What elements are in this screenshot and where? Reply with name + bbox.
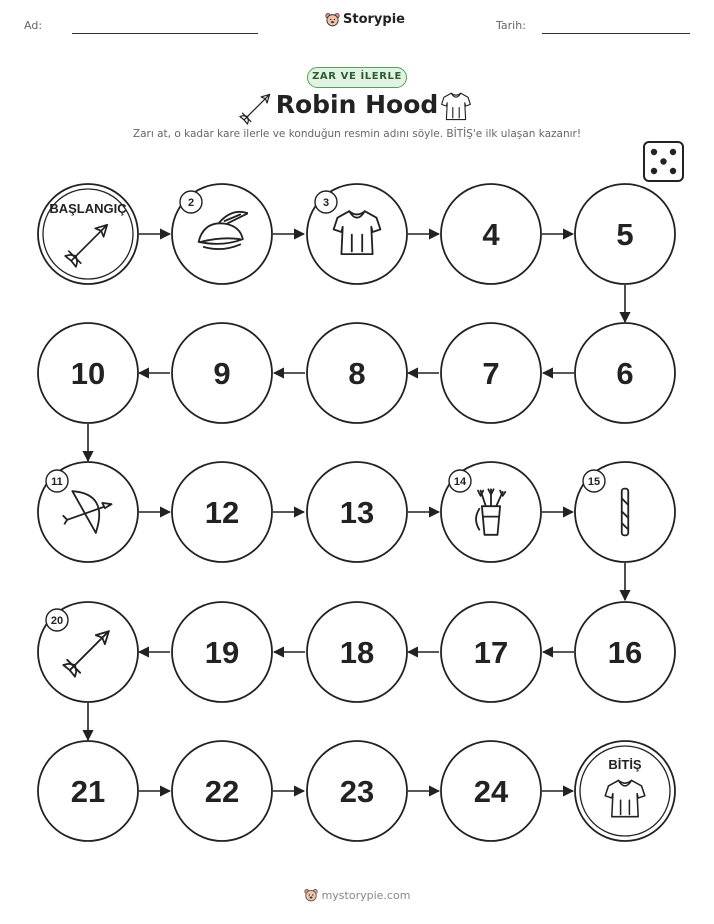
activity-badge: ZAR VE İLERLE	[307, 67, 407, 88]
dice-icon	[644, 142, 683, 181]
footer-url: mystorypie.com	[321, 888, 411, 902]
square-21	[38, 741, 138, 841]
square-10	[38, 323, 138, 423]
square-17	[441, 602, 541, 702]
svg-text:5: 5	[616, 217, 634, 252]
finish-label: BİTİŞ	[608, 757, 642, 772]
svg-text:18: 18	[339, 635, 375, 670]
svg-text:20: 20	[50, 615, 64, 627]
svg-text:4: 4	[482, 217, 500, 252]
page-title: Robin Hood	[275, 90, 439, 119]
svg-text:19: 19	[204, 635, 240, 670]
start-square	[38, 184, 138, 284]
square-22	[172, 741, 272, 841]
svg-text:6: 6	[616, 356, 634, 391]
svg-text:11: 11	[51, 476, 63, 488]
square-2	[172, 184, 272, 284]
instructions: Zarı at, o kadar kare ilerle ve konduğun resmin adını söyle. BİTİŞ'e ilk ulaşan kazanır!	[132, 128, 582, 140]
bear-logo-icon	[304, 888, 318, 902]
staff-icon	[622, 489, 629, 536]
start-label: BAŞLANGIÇ	[49, 201, 127, 216]
svg-text:8: 8	[348, 356, 366, 391]
square-23	[307, 741, 407, 841]
square-12	[172, 462, 272, 562]
square-7	[441, 323, 541, 423]
svg-text:9: 9	[213, 356, 231, 391]
svg-text:10: 10	[70, 356, 106, 391]
square-3	[307, 184, 407, 284]
svg-text:14: 14	[453, 476, 467, 488]
svg-text:2: 2	[187, 197, 195, 209]
name-label: Ad:	[24, 19, 43, 32]
square-24	[441, 741, 541, 841]
svg-text:13: 13	[339, 495, 375, 530]
svg-text:16: 16	[607, 635, 643, 670]
svg-text:15: 15	[587, 476, 601, 488]
square-14	[441, 462, 541, 562]
square-5	[575, 184, 675, 284]
square-13	[307, 462, 407, 562]
footer	[0, 888, 714, 902]
square-20	[38, 602, 138, 702]
arrow-icon	[240, 94, 270, 124]
square-8	[307, 323, 407, 423]
svg-text:17: 17	[473, 635, 509, 670]
square-9	[172, 323, 272, 423]
svg-text:3: 3	[322, 197, 330, 209]
svg-text:12: 12	[204, 495, 240, 530]
svg-text:22: 22	[204, 774, 240, 809]
square-19	[172, 602, 272, 702]
tunic-icon	[442, 93, 471, 119]
svg-text:23: 23	[339, 774, 375, 809]
finish-square	[575, 741, 675, 841]
date-label: Tarih:	[496, 19, 526, 32]
svg-text:24: 24	[473, 774, 509, 809]
square-15	[575, 462, 675, 562]
brand-name: Storypie	[343, 12, 405, 27]
square-11	[38, 462, 138, 562]
square-18	[307, 602, 407, 702]
square-16	[575, 602, 675, 702]
svg-text:21: 21	[70, 774, 106, 809]
square-4	[441, 184, 541, 284]
svg-text:7: 7	[482, 356, 500, 391]
square-6	[575, 323, 675, 423]
